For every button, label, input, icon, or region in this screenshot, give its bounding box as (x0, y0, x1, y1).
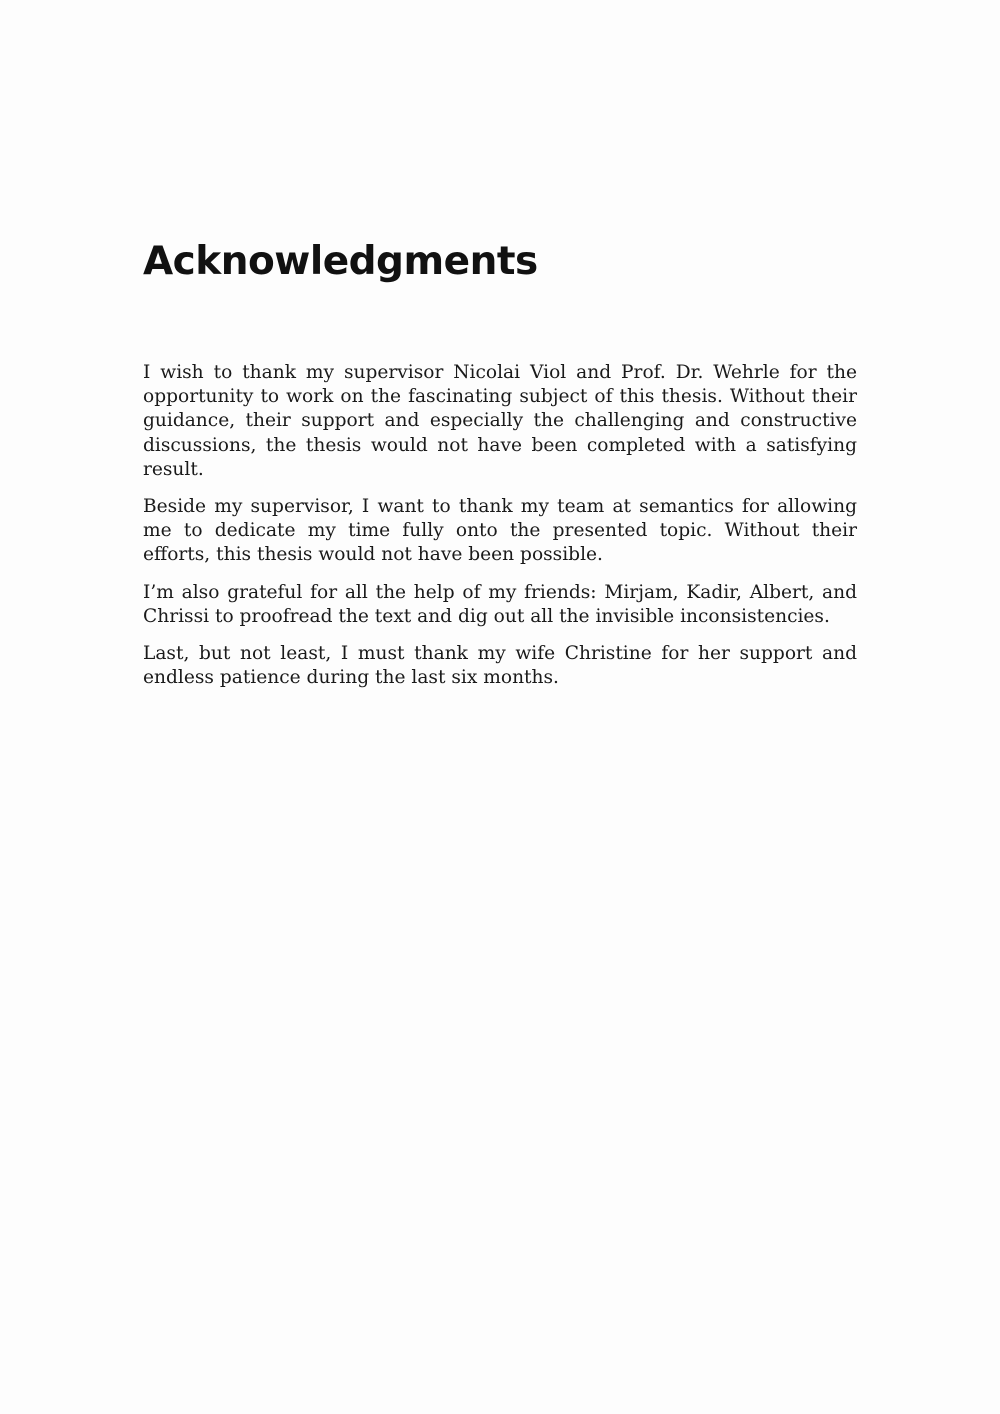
paragraph-wife-thanks: Last, but not least, I must thank my wife Christine for her support and endless patience during the last six months. (143, 643, 857, 689)
paragraph-supervisor-thanks: I wish to thank my supervisor Nicolai Viol and Prof. Dr. Wehrle for the opportunity to work on the fascinating subject of this thesis. Without their guidance, their support and especially the challenging and constructive discussions, the thesis would not have been completed with a satisfying result. (143, 362, 857, 480)
paragraph-friends-thanks: I’m also grateful for all the help of my friends: Mirjam, Kadir, Albert, and Chrissi to proofread the text and dig out all the invisible inconsistencies. (143, 581, 857, 627)
paragraph-team-thanks: Beside my supervisor, I want to thank my team at semantics for allowing me to dedicate my time fully onto the presented topic. Without their efforts, this thesis would not have been possible. (143, 496, 857, 566)
page-title: Acknowledgments (143, 239, 538, 284)
acknowledgments-body (143, 361, 857, 703)
